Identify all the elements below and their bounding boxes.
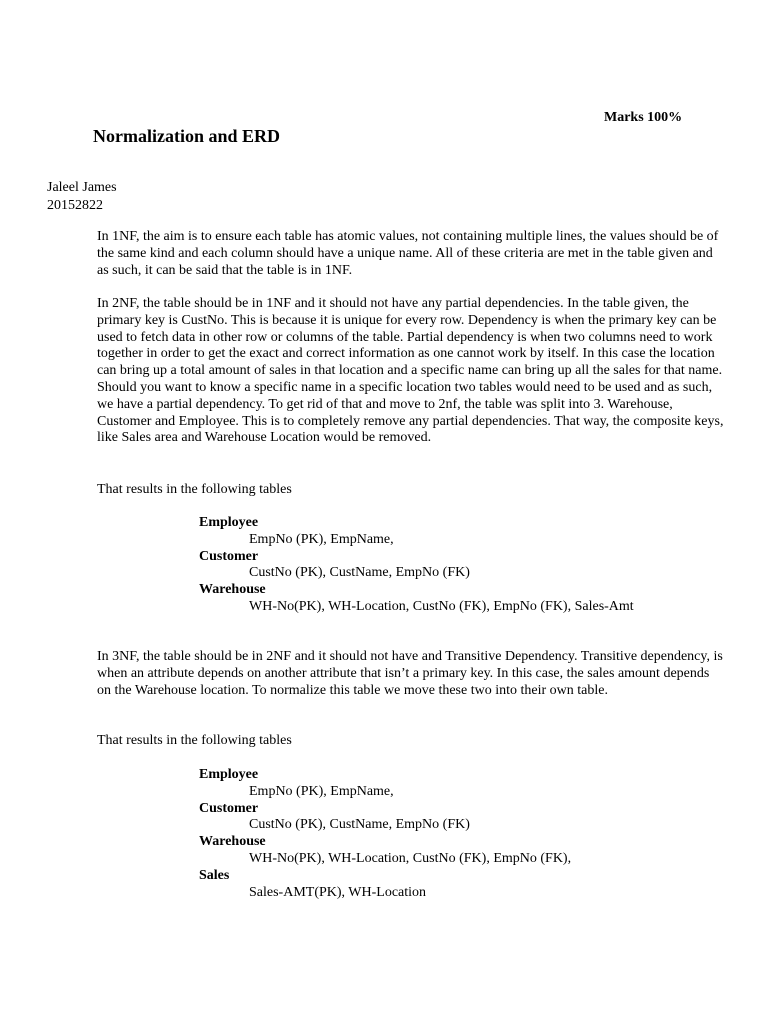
results-intro-1-text: That results in the following tables — [97, 482, 292, 497]
paragraph-1nf — [97, 229, 725, 279]
results-intro-1 — [97, 482, 725, 499]
paragraph-3nf — [97, 649, 725, 699]
paragraph-2nf-text: In 2NF, the table should be in 1NF and it should not have any partial dependencies. In the table given, the primary key is CustNo. This is because it is unique for every row. Dependency is when the primary key can be used to fetch data in other row or columns of the table. Partial dependency is when two columns need to work together in order to get the exact and correct information as one cannot work by itself. In this case the location can bring up a total amount of sales in that location and a specific name can bring up all the sales for that name. Should you want to know a specific name in a specific location two tables would need to be used and as such, we have a partial dependency. To get rid of that and move to 2nf, the table was split into 3. Warehouse, Customer and Employee. This is to completely remove any partial dependencies. That way, the composite keys, like Sales area and Warehouse Location would be removed. — [97, 296, 724, 446]
author-name: Jaleel James — [47, 180, 117, 195]
document-title: Normalization and ERD — [93, 126, 281, 146]
paragraph-1nf-text: In 1NF, the aim is to ensure each table has atomic values, not containing multiple lines, the values should be of the same kind and each column should have a unique name. All of these criteria are met in the table given and as such, it can be said that the table is in 1NF. — [97, 229, 719, 278]
tables-3nf — [199, 767, 571, 901]
table-columns-employee: EmpNo (PK), EmpName, — [249, 531, 394, 547]
table-name-warehouse: Warehouse — [199, 834, 266, 850]
results-intro-2-text: That results in the following tables — [97, 733, 292, 748]
results-intro-2 — [97, 733, 725, 750]
author-block — [47, 179, 117, 215]
table-name-customer: Customer — [199, 800, 259, 816]
table-name-employee: Employee — [199, 767, 259, 782]
marks-label: Marks 100% — [604, 110, 683, 125]
tables-2nf — [199, 515, 634, 616]
paragraph-2nf — [97, 296, 725, 447]
table-name-customer: Customer — [199, 548, 259, 564]
table-columns-warehouse: WH-No(PK), WH-Location, CustNo (FK), EmpNo (FK), Sales-Amt — [249, 598, 634, 614]
table-columns-employee: EmpNo (PK), EmpName, — [249, 783, 394, 799]
table-columns-customer: CustNo (PK), CustName, EmpNo (FK) — [249, 565, 470, 581]
table-name-sales: Sales — [199, 867, 230, 883]
table-columns-customer: CustNo (PK), CustName, EmpNo (FK) — [249, 817, 470, 833]
paragraph-3nf-text: In 3NF, the table should be in 2NF and it should not have and Transitive Dependency. Transitive dependency, is when an attribute depends on another attribute that isn’t a primary key. In this case, the sales amount depends on the Warehouse location. To normalize this table we move these two into their own table. — [97, 649, 723, 698]
table-columns-warehouse: WH-No(PK), WH-Location, CustNo (FK), EmpNo (FK), — [249, 850, 572, 866]
table-columns-sales: Sales-AMT(PK), WH-Location — [249, 884, 427, 900]
student-id: 20152822 — [47, 198, 103, 213]
table-name-warehouse: Warehouse — [199, 582, 266, 598]
table-name-employee: Employee — [199, 515, 259, 530]
